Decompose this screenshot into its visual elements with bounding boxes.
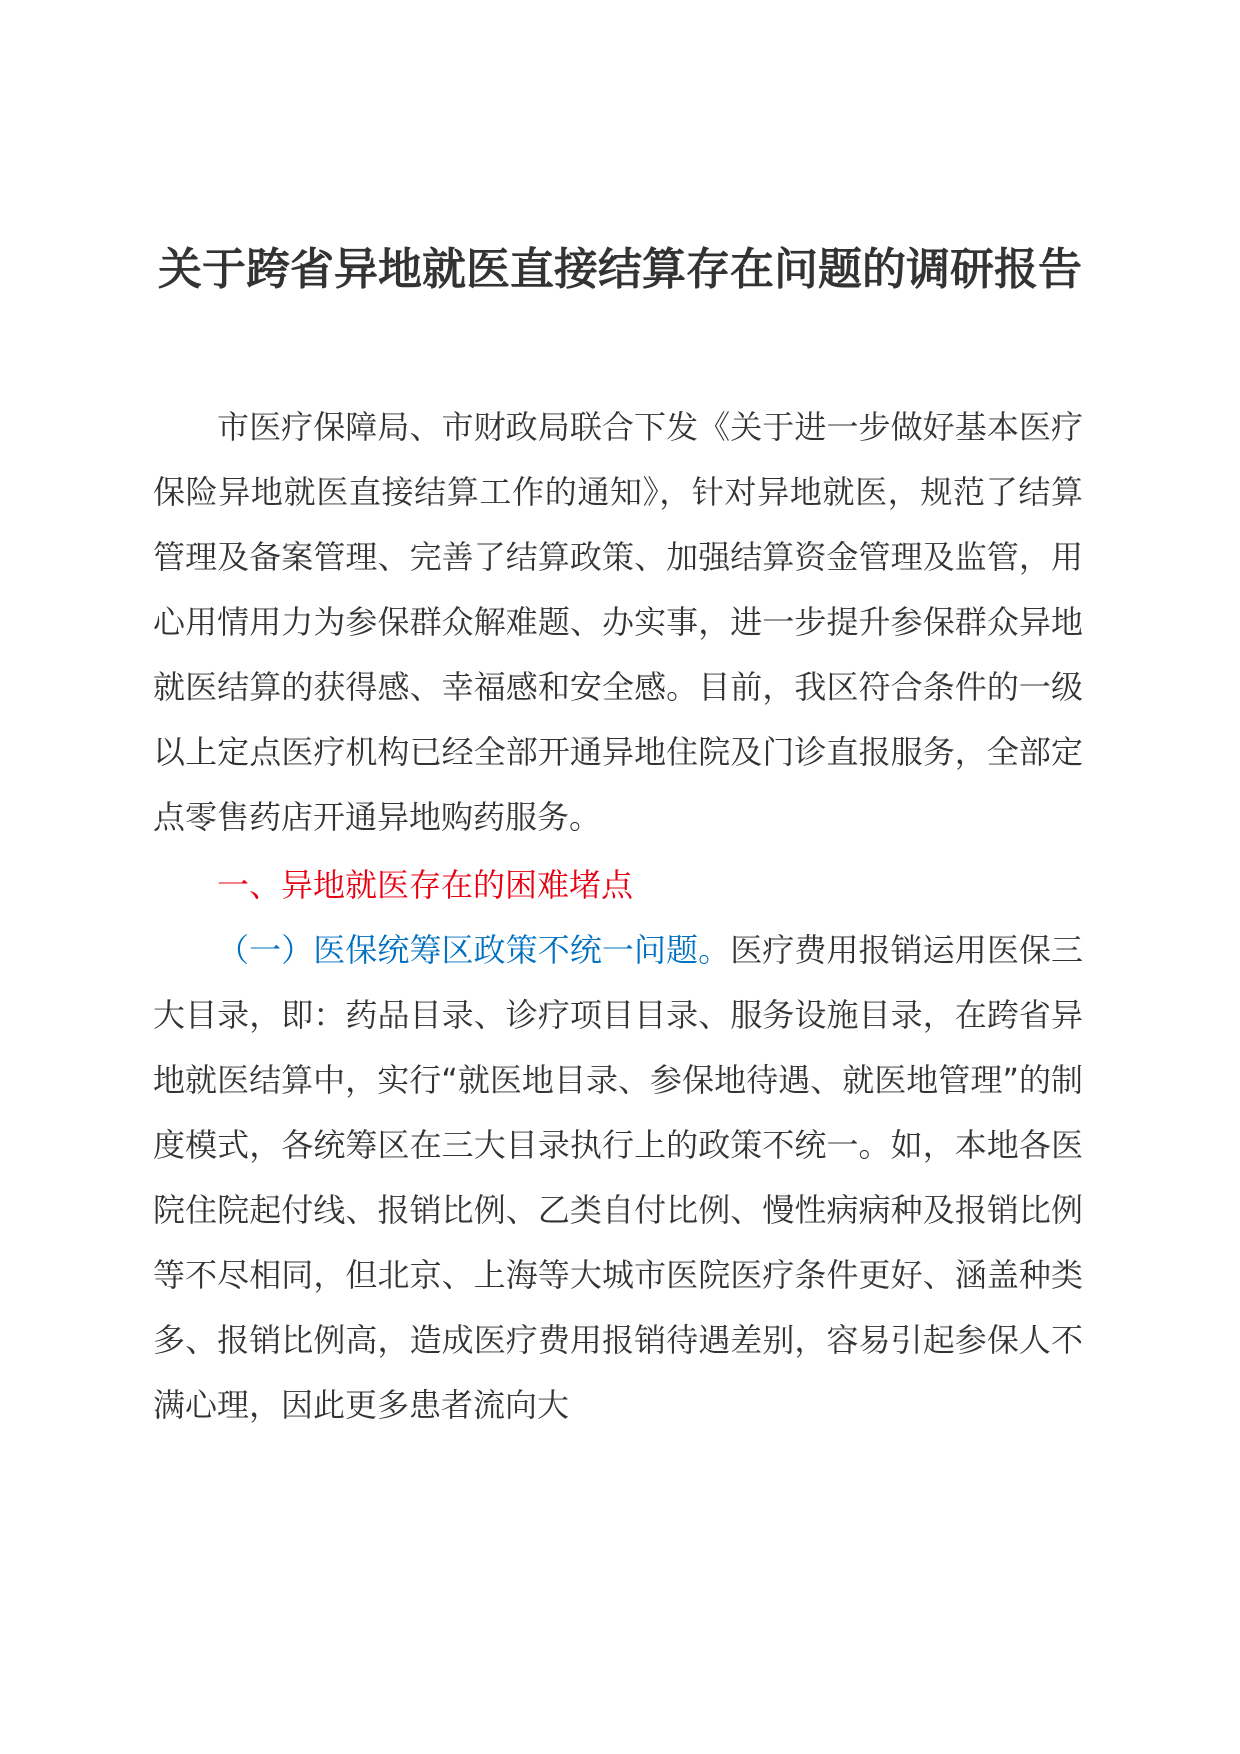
subsection-paragraph (153, 918, 1083, 1438)
document-title: 关于跨省异地就医直接结算存在问题的调研报告 (158, 244, 1082, 295)
subsection-heading: （一）医保统筹区政策不统一问题。 (217, 931, 731, 969)
section-heading: 一、异地就医存在的困难堵点 (217, 866, 634, 904)
intro-paragraph: 市医疗保障局、市财政局联合下发《关于进一步做好基本医疗保险异地就医直接结算工作的通知》，针对异地就医，规范了结算管理及备案管理、完善了结算政策、加强结算资金管理及监管，用心用情用力为参保群众解难题、办实事，进一步提升参保群众异地就医结算的获得感、幸福感和安全感。目前，我区符合条件的一级以上定点医疗机构已经全部开通异地住院及门诊直报服务，全部定点零售药店开通异地购药服务。 (153, 408, 1083, 836)
subsection-text: 医疗费用报销运用医保三大目录，即：药品目录、诊疗项目目录、服务设施目录，在跨省异地就医结算中，实行“就医地目录、参保地待遇、就医地管理”的制度模式，各统筹区在三大目录执行上的政策不统一。如，本地各医院住院起付线、报销比例、乙类自付比例、慢性病病种及报销比例等不尽相同，但北京、上海等大城市医院医疗条件更好、涵盖种类多、报销比例高，造成医疗费用报销待遇差别，容易引起参保人不满心理，因此更多患者流向大 (153, 931, 1083, 1424)
